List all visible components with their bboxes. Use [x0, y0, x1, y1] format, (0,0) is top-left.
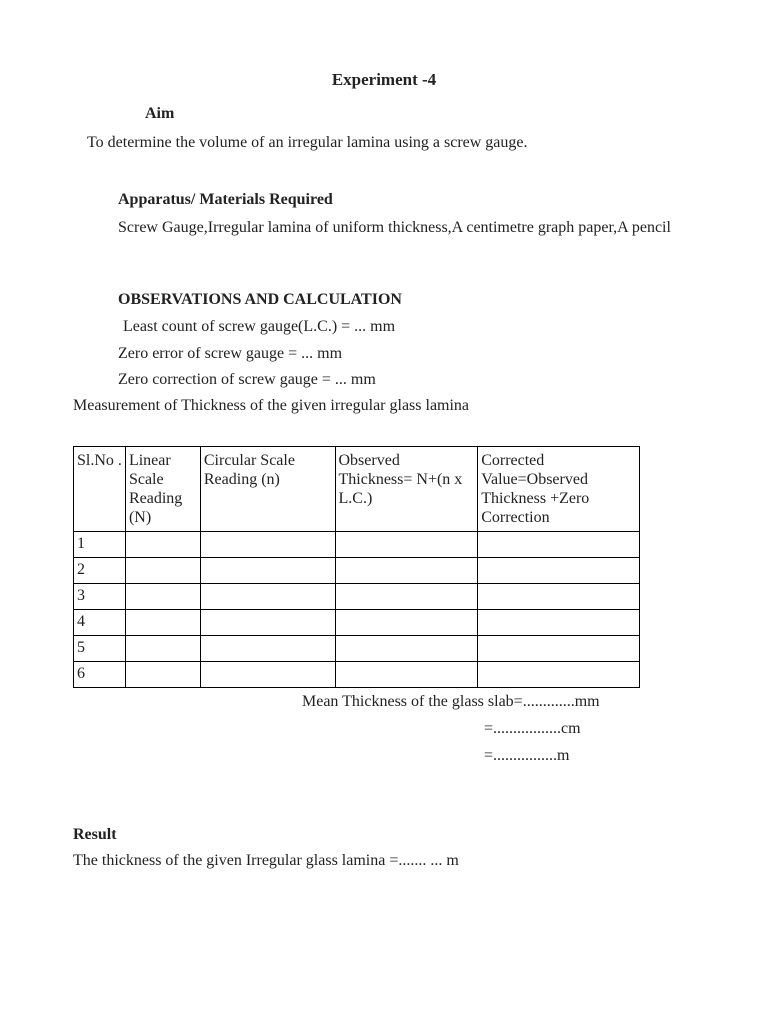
table-cell	[125, 532, 200, 558]
table-row	[74, 532, 640, 558]
table-row	[74, 558, 640, 584]
table-cell	[200, 584, 335, 610]
table-cell	[125, 636, 200, 662]
zero-correction-line: Zero correction of screw gauge = ... mm	[118, 371, 376, 388]
table-cell	[200, 558, 335, 584]
table-cell	[478, 610, 640, 636]
least-count-line: Least count of screw gauge(L.C.) = ... mm	[123, 318, 396, 335]
table-cell	[478, 532, 640, 558]
observations-heading: OBSERVATIONS AND CALCULATION	[118, 291, 402, 308]
table-cell	[478, 636, 640, 662]
zero-error-line: Zero error of screw gauge = ... mm	[118, 345, 343, 362]
header-corrected-value: Corrected Value=Observed Thickness +Zero Correction	[478, 447, 640, 532]
row-number: 3	[74, 584, 126, 610]
header-linear-scale-reading: Linear Scale Reading (N)	[125, 447, 200, 532]
mean-thickness-cm: =.................cm	[484, 720, 581, 737]
table-cell	[335, 558, 478, 584]
header-sl-no: Sl.No .	[74, 447, 126, 532]
row-number: 2	[74, 558, 126, 584]
table-cell	[125, 610, 200, 636]
table-caption: Measurement of Thickness of the given irregular glass lamina	[73, 397, 470, 414]
table-row	[74, 636, 640, 662]
header-circular-scale-reading: Circular Scale Reading (n)	[200, 447, 335, 532]
aim-heading: Aim	[145, 105, 175, 122]
table-row	[74, 610, 640, 636]
row-number: 4	[74, 610, 126, 636]
apparatus-heading: Apparatus/ Materials Required	[118, 191, 333, 208]
table-row	[74, 662, 640, 688]
table-cell	[200, 636, 335, 662]
table-cell	[125, 662, 200, 688]
table-cell	[200, 662, 335, 688]
result-text: The thickness of the given Irregular glass lamina =....... ... m	[73, 852, 459, 869]
aim-text: To determine the volume of an irregular lamina using a screw gauge.	[87, 134, 528, 151]
mean-thickness-m: =................m	[484, 747, 570, 764]
table-cell	[335, 636, 478, 662]
table-cell	[335, 584, 478, 610]
table-cell	[478, 558, 640, 584]
table-header-row	[74, 447, 640, 532]
table-cell	[335, 610, 478, 636]
table-cell	[335, 662, 478, 688]
table-cell	[478, 662, 640, 688]
experiment-title: Experiment -4	[331, 70, 437, 89]
row-number: 5	[74, 636, 126, 662]
table-cell	[125, 584, 200, 610]
row-number: 1	[74, 532, 126, 558]
table-row	[74, 584, 640, 610]
table-cell	[200, 532, 335, 558]
observation-table	[73, 446, 640, 688]
table-cell	[335, 532, 478, 558]
header-observed-thickness: Observed Thickness= N+(n x L.C.)	[335, 447, 478, 532]
mean-thickness-mm: Mean Thickness of the glass slab=.............mm	[302, 693, 600, 710]
row-number: 6	[74, 662, 126, 688]
table-cell	[125, 558, 200, 584]
apparatus-text: Screw Gauge,Irregular lamina of uniform thickness,A centimetre graph paper,A pencil	[118, 219, 671, 236]
table-cell	[478, 584, 640, 610]
result-heading: Result	[73, 826, 117, 843]
table-cell	[200, 610, 335, 636]
